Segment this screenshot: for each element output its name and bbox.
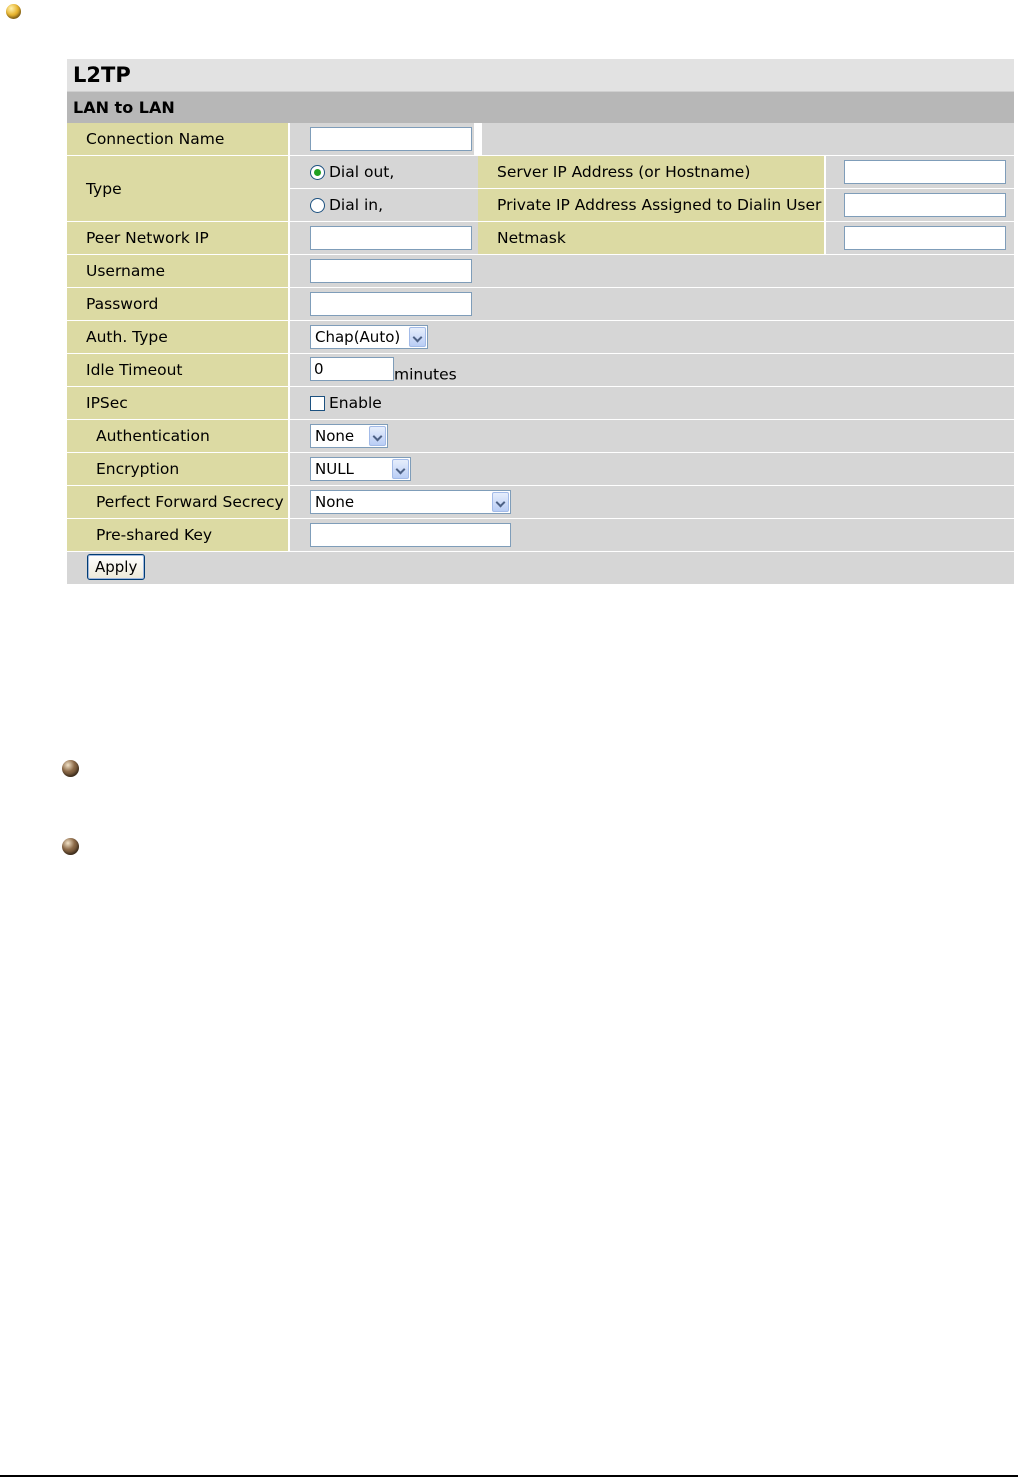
- connection-name-label: Connection Name: [67, 123, 289, 156]
- row-type-dial-out: [67, 156, 1014, 189]
- server-ip-label: Server IP Address (or Hostname): [478, 156, 825, 189]
- gold-bullet-icon: [6, 4, 21, 19]
- auth-type-value: Chap(Auto): [315, 328, 401, 346]
- username-input[interactable]: [310, 259, 472, 283]
- l2tp-form: [67, 123, 1014, 585]
- dial-in-label: Dial in,: [329, 196, 384, 214]
- private-ip-label: Private IP Address Assigned to Dialin User: [478, 189, 825, 222]
- apply-button[interactable]: Apply: [87, 554, 145, 580]
- row-auth-type: [67, 321, 1014, 354]
- peer-network-ip-label: Peer Network IP: [67, 222, 289, 255]
- netmask-input[interactable]: [844, 226, 1006, 250]
- authentication-label: Authentication: [67, 420, 289, 453]
- idle-timeout-unit: minutes: [394, 365, 457, 384]
- chevron-down-icon[interactable]: [369, 426, 386, 446]
- type-label: Type: [67, 156, 289, 222]
- chevron-down-icon[interactable]: [409, 327, 426, 347]
- password-label: Password: [67, 288, 289, 321]
- username-label: Username: [67, 255, 289, 288]
- bronze-bullet-icon: [62, 838, 79, 855]
- section-header: LAN to LAN: [67, 92, 1014, 123]
- row-username: [67, 255, 1014, 288]
- chevron-down-icon[interactable]: [492, 492, 509, 512]
- idle-timeout-input[interactable]: 0: [310, 357, 394, 381]
- encryption-value: NULL: [315, 460, 354, 478]
- auth-type-select[interactable]: [310, 325, 428, 349]
- footer-rule: [0, 1475, 1018, 1477]
- encryption-label: Encryption: [67, 453, 289, 486]
- connection-name-input[interactable]: [310, 127, 472, 151]
- psk-label: Pre-shared Key: [67, 519, 289, 552]
- row-pfs: [67, 486, 1014, 519]
- l2tp-panel: [67, 59, 1014, 585]
- row-authentication: [67, 420, 1014, 453]
- ipsec-enable-label: Enable: [329, 394, 382, 412]
- row-peer-network: [67, 222, 1014, 255]
- row-apply: [67, 552, 1014, 585]
- row-connection-name: [67, 123, 1014, 156]
- dial-in-radio[interactable]: [310, 198, 325, 213]
- idle-timeout-label: Idle Timeout: [67, 354, 289, 387]
- row-ipsec: [67, 387, 1014, 420]
- dial-out-label: Dial out,: [329, 163, 395, 181]
- panel-title: L2TP: [67, 59, 1014, 92]
- password-input[interactable]: [310, 292, 472, 316]
- authentication-value: None: [315, 427, 355, 445]
- pfs-label: Perfect Forward Secrecy: [67, 486, 289, 519]
- ipsec-enable-checkbox[interactable]: [310, 396, 325, 411]
- ipsec-label: IPSec: [67, 387, 289, 420]
- row-password: [67, 288, 1014, 321]
- auth-type-label: Auth. Type: [67, 321, 289, 354]
- row-psk: [67, 519, 1014, 552]
- bronze-bullet-icon: [62, 760, 79, 777]
- pfs-value: None: [315, 493, 355, 511]
- authentication-select[interactable]: [310, 424, 388, 448]
- server-ip-input[interactable]: [844, 160, 1006, 184]
- row-encryption: [67, 453, 1014, 486]
- dial-out-radio[interactable]: [310, 165, 325, 180]
- netmask-label: Netmask: [478, 222, 825, 255]
- encryption-select[interactable]: [310, 457, 411, 481]
- pfs-select[interactable]: [310, 490, 511, 514]
- chevron-down-icon[interactable]: [392, 459, 409, 479]
- psk-input[interactable]: [310, 523, 511, 547]
- peer-network-ip-input[interactable]: [310, 226, 472, 250]
- private-ip-input[interactable]: [844, 193, 1006, 217]
- row-idle-timeout: [67, 354, 1014, 387]
